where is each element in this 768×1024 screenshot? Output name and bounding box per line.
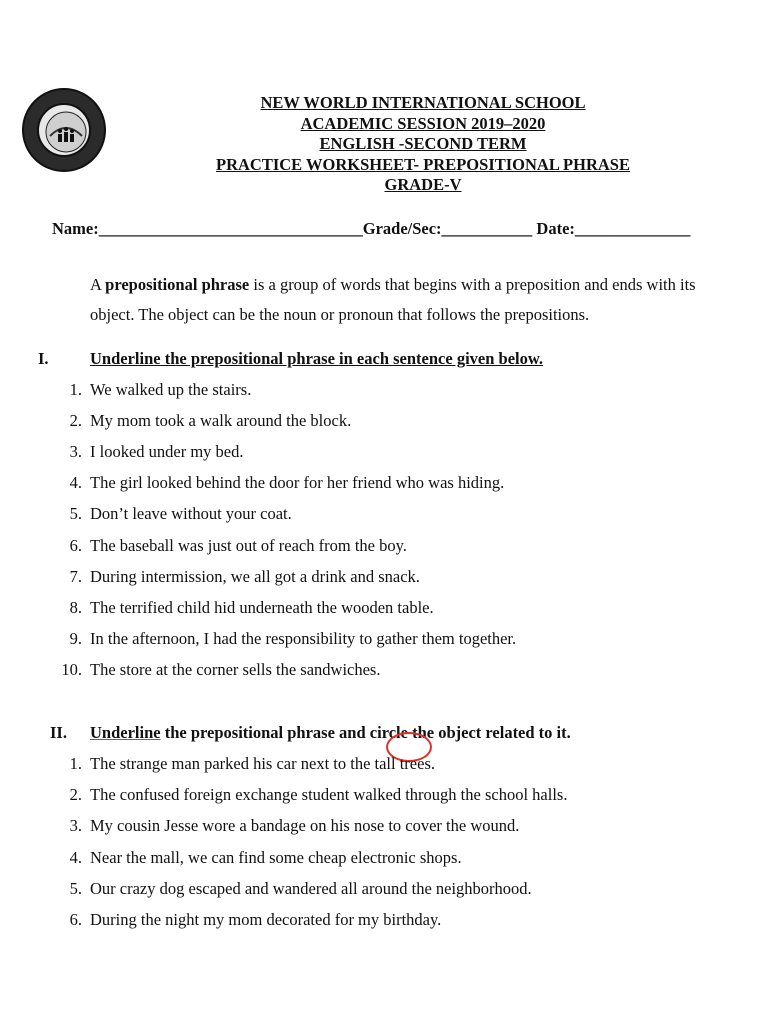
worksheet-header	[150, 93, 696, 196]
list-item	[0, 754, 740, 776]
list-item-text: The terrified child hid underneath the wooden table.	[90, 597, 434, 617]
list-item-text: Our crazy dog escaped and wandered all around the neighborhood.	[90, 878, 532, 898]
section-1-title: Underline the prepositional phrase in each sentence given below.	[90, 349, 543, 368]
list-item-number: 4.	[69, 847, 82, 867]
list-item-text: The girl looked behind the door for her friend who was hiding.	[90, 473, 505, 493]
grade-label: GRADE-V	[384, 175, 462, 194]
list-item-text: My mom took a walk around the block.	[90, 411, 352, 431]
list-item	[0, 442, 740, 464]
list-item-text: Near the mall, we can find some cheap electronic shops.	[90, 847, 462, 867]
list-item	[0, 598, 740, 620]
list-item-number: 6.	[69, 535, 82, 555]
list-item-number: 2.	[69, 785, 82, 805]
list-item	[0, 473, 740, 495]
section-2-title-rest: the prepositional phrase and circle the object related to it.	[160, 723, 571, 742]
list-item	[0, 816, 740, 838]
list-item-text: During the night my mom decorated for my birthday.	[90, 910, 442, 929]
list-item-number: 10.	[61, 659, 82, 679]
list-item-text: During intermission, we all got a drink and snack.	[90, 566, 420, 586]
list-item-number: 6.	[69, 910, 82, 929]
crest-emblem-icon	[24, 90, 108, 174]
section-1-numeral: I.	[38, 349, 49, 368]
list-item-text: The strange man parked his car next to the tall trees.	[90, 754, 435, 773]
list-item	[0, 629, 740, 651]
name-grade-date-fields[interactable]: Name:________________________________Grade/Sec:___________ Date:______________	[52, 219, 691, 238]
list-item	[0, 910, 740, 932]
list-item	[0, 504, 740, 526]
list-item	[0, 660, 740, 682]
list-item-number: 3.	[69, 442, 82, 462]
intro-term: prepositional phrase	[105, 275, 250, 294]
academic-session: ACADEMIC SESSION 2019–2020	[300, 113, 546, 133]
list-item	[0, 785, 740, 807]
school-name: NEW WORLD INTERNATIONAL SCHOOL	[260, 93, 586, 112]
list-item-text: We walked up the stairs.	[90, 380, 252, 399]
worksheet-title: PRACTICE WORKSHEET- PREPOSITIONAL PHRASE	[216, 154, 630, 174]
list-item-text: The confused foreign exchange student walked through the school halls.	[90, 785, 568, 805]
list-item-number: 1.	[69, 380, 82, 399]
list-item-text: The store at the corner sells the sandwiches.	[90, 659, 381, 679]
list-item-text: My cousin Jesse wore a bandage on his nose to cover the wound.	[90, 816, 520, 836]
list-item-text: Don’t leave without your coat.	[90, 504, 292, 524]
list-item-text: In the afternoon, I had the responsibility to gather them together.	[90, 628, 517, 648]
list-item-number: 9.	[69, 628, 82, 648]
list-item-number: 2.	[69, 411, 82, 431]
list-item-number: 3.	[69, 816, 82, 836]
list-item-text: The baseball was just out of reach from the boy.	[90, 535, 407, 555]
list-item	[0, 380, 740, 402]
list-item	[0, 567, 740, 589]
list-item	[0, 536, 740, 558]
school-crest-logo	[22, 88, 106, 172]
list-item-number: 5.	[69, 504, 82, 524]
list-item	[0, 848, 740, 870]
list-item-number: 1.	[69, 754, 82, 773]
intro-lead: A	[90, 275, 106, 294]
list-item-number: 7.	[69, 566, 82, 586]
list-item-number: 8.	[69, 597, 82, 617]
list-item	[0, 879, 740, 901]
section-2-numeral: II.	[50, 723, 67, 742]
intro-rest: is a group of words that begins with a preposition and ends with its object. The object can be the noun or pronoun that follows the prepositions.	[90, 275, 696, 324]
list-item-number: 4.	[69, 473, 82, 493]
list-item	[0, 411, 740, 433]
section-2-title-underline-word: Underline	[90, 723, 161, 742]
section-2-title	[90, 723, 571, 743]
term-title: ENGLISH -SECOND TERM	[319, 134, 527, 153]
intro-paragraph	[90, 270, 730, 330]
list-item-number: 5.	[69, 878, 82, 898]
list-item-text: I looked under my bed.	[90, 442, 244, 462]
